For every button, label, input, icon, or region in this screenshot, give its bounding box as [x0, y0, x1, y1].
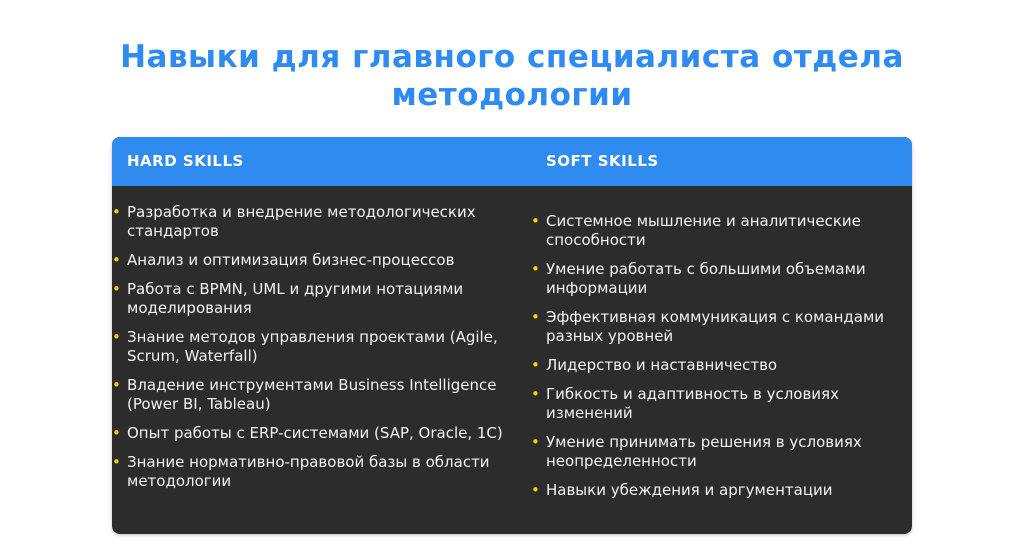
bullet-icon: •: [112, 203, 121, 221]
soft-skills-list: [531, 212, 901, 510]
bullet-icon: •: [531, 433, 540, 451]
list-item-text: Умение работать с большими объемами информации: [546, 260, 866, 297]
list-item: [112, 328, 512, 366]
bullet-icon: •: [531, 212, 540, 230]
list-item: [531, 356, 901, 375]
page-title: Навыки для главного специалиста отдела методологии: [120, 39, 904, 113]
list-item: [531, 433, 901, 471]
list-item: [112, 280, 512, 318]
bullet-icon: •: [531, 260, 540, 278]
list-item-text: Лидерство и наставничество: [546, 356, 778, 374]
bullet-icon: •: [112, 328, 121, 346]
list-item-text: Знание нормативно-правовой базы в области методологии: [127, 453, 490, 490]
bullet-icon: •: [112, 424, 121, 442]
bullet-icon: •: [531, 308, 540, 326]
hard-skills-list: [112, 203, 512, 501]
list-item-text: Гибкость и адаптивность в условиях изменений: [546, 385, 839, 422]
table-header: [112, 137, 912, 186]
bullet-icon: •: [531, 356, 540, 374]
bullet-icon: •: [112, 376, 121, 394]
list-item-text: Владение инструментами Business Intelligence (Power BI, Tableau): [127, 376, 497, 413]
list-item: [112, 453, 512, 491]
list-item: [531, 481, 901, 500]
bullet-icon: •: [112, 251, 121, 269]
list-item-text: Опыт работы с ERP-системами (SAP, Oracle, 1С): [127, 424, 503, 442]
list-item: [531, 385, 901, 423]
list-item: [112, 251, 512, 270]
bullet-icon: •: [112, 453, 121, 471]
list-item: [112, 203, 512, 241]
list-item: [531, 308, 901, 346]
list-item: [531, 212, 901, 250]
soft-skills-heading: SOFT SKILLS: [546, 152, 659, 170]
list-item-text: Умение принимать решения в условиях неопределенности: [546, 433, 862, 470]
list-item-text: Системное мышление и аналитические способности: [546, 212, 861, 249]
bullet-icon: •: [112, 280, 121, 298]
list-item-text: Знание методов управления проектами (Agile, Scrum, Waterfall): [127, 328, 498, 365]
list-item-text: Навыки убеждения и аргументации: [546, 481, 833, 499]
list-item: [531, 260, 901, 298]
list-item: [112, 424, 512, 443]
bullet-icon: •: [531, 385, 540, 403]
hard-skills-heading: HARD SKILLS: [127, 152, 244, 170]
bullet-icon: •: [531, 481, 540, 499]
list-item-text: Разработка и внедрение методологических стандартов: [127, 203, 476, 240]
list-item-text: Работа с BPMN, UML и другими нотациями моделирования: [127, 280, 464, 317]
list-item-text: Анализ и оптимизация бизнес-процессов: [127, 251, 455, 269]
list-item: [112, 376, 512, 414]
skills-table: [112, 137, 912, 534]
list-item-text: Эффективная коммуникация с командами разных уровней: [546, 308, 885, 345]
